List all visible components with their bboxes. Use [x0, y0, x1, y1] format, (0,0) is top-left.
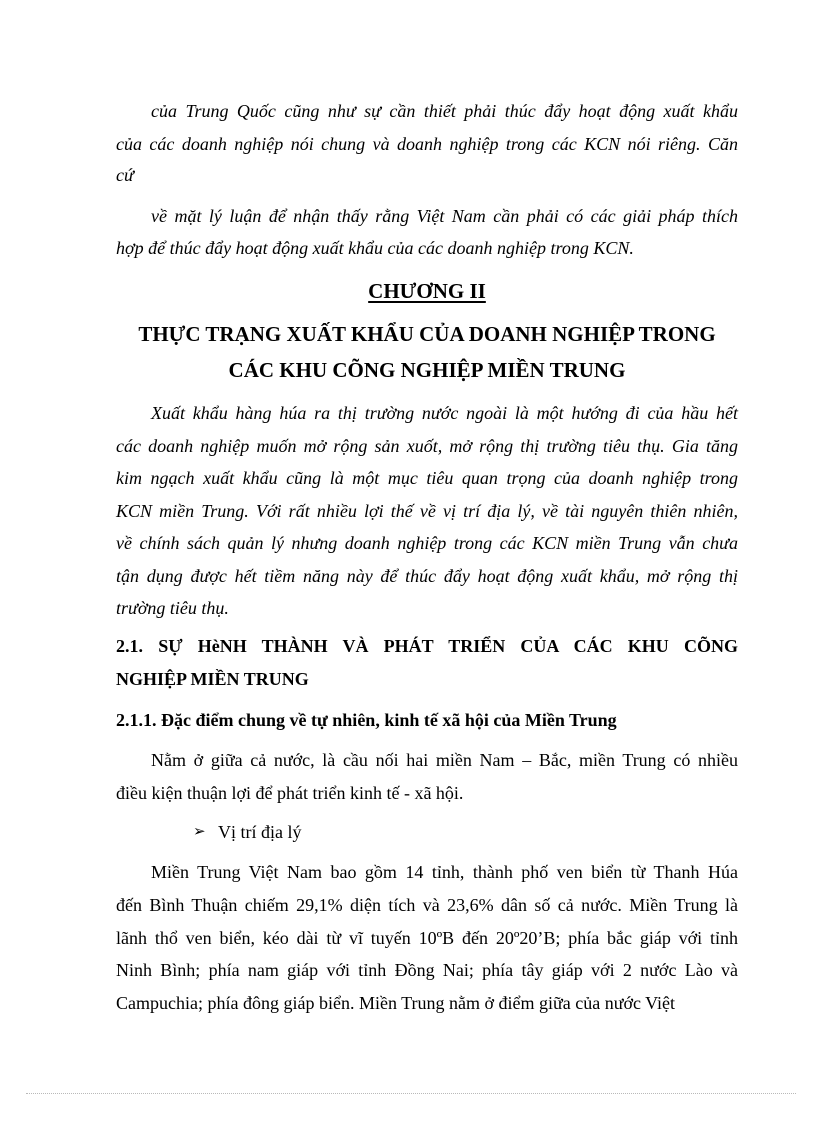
location-intro-line-2: điều kiện thuận lợi để phát triển kinh tế - xã hội. [116, 783, 464, 803]
geo-line-1: Miền Trung Việt Nam bao gồm 14 tỉnh, thành phố ven biển từ Thanh Húa [151, 862, 738, 882]
geo-line-4: Ninh Bình; phía nam giáp với tỉnh Đồng Nai; phía tây giáp với 2 nước Lào và [116, 960, 738, 980]
geo-line-3: lãnh thổ ven biển, kéo dài từ vĩ tuyến 10ºB đến 20º20’B; phía bắc giáp với tỉnh [116, 928, 738, 948]
location-intro-line-1: Nằm ở giữa cả nước, là cầu nối hai miền Nam – Bắc, miền Trung có nhiều [151, 750, 738, 770]
bullet-geo-location: Vị trí địa lý [218, 822, 302, 842]
chapter-label [100, 279, 754, 303]
chapter-title-line-1: THỰC TRẠNG XUẤT KHẨU CỦA DOANH NGHIỆP TRONG [138, 322, 716, 346]
intro-line-5: hợp để thúc đẩy hoạt động xuất khẩu của các doanh nghiệp trong KCN. [116, 238, 634, 258]
chapter-intro-line-7: trường tiêu thụ. [116, 598, 229, 618]
intro-line-1: của Trung Quốc cũng như sự cần thiết phải thúc đẩy hoạt động xuất khẩu [151, 101, 738, 121]
chapter-intro-line-6: tận dụng được hết tiềm năng này để thúc đẩy hoạt động xuất khẩu, mở rộng thị [116, 566, 738, 586]
chapter-title-line-2: CÁC KHU CÕNG NGHIỆP MIỀN TRUNG [228, 358, 626, 382]
chapter-intro-line-3: kim ngạch xuất khẩu cũng là một mục tiêu quan trọng của doanh nghiệp trong [116, 468, 738, 488]
geo-line-2: đến Bình Thuận chiếm 29,1% diện tích và 23,6% dân số cả nước. Miền Trung là [116, 895, 738, 915]
geo-line-5: Campuchia; phía đông giáp biển. Miền Trung nằm ở điểm giữa của nước Việt [116, 993, 676, 1013]
intro-line-4: về mặt lý luận để nhận thấy rằng Việt Nam cần phải có các giải pháp thích [151, 206, 738, 226]
intro-line-3: cứ [116, 165, 134, 185]
chapter-intro-line-5: về chính sách quản lý nhưng doanh nghiệp trong các KCN miền Trung vẫn chưa [116, 533, 738, 553]
arrow-bullet-icon: ➢ [193, 824, 206, 840]
chapter-intro-line-2: các doanh nghiệp muốn mở rộng sản xuốt, mở rộng thị trường tiêu thụ. Gia tăng [116, 436, 738, 456]
section-2-1-heading-line-2: NGHIỆP MIỀN TRUNG [116, 669, 309, 689]
page-bottom-divider [26, 1093, 796, 1094]
section-2-1-1-heading: 2.1.1. Đặc điểm chung về tự nhiên, kinh tế xã hội của Miền Trung [116, 710, 617, 730]
chapter-intro-line-1: Xuất khẩu hàng húa ra thị trường nước ngoài là một hướng đi của hầu hết [151, 403, 738, 423]
chapter-intro-line-4: KCN miền Trung. Với rất nhiều lợi thế về vị trí địa lý, về tài nguyên thiên nhiên, [116, 501, 738, 521]
intro-line-2: của các doanh nghiệp nói chung và doanh nghiệp trong các KCN nói riêng. Căn [116, 134, 738, 154]
chapter-label-text: CHƯƠNG II [368, 279, 486, 303]
section-2-1-heading-line-1: 2.1. SỰ HèNH THÀNH VÀ PHÁT TRIỂN CỦA CÁC KHU CÕNG [116, 636, 738, 656]
